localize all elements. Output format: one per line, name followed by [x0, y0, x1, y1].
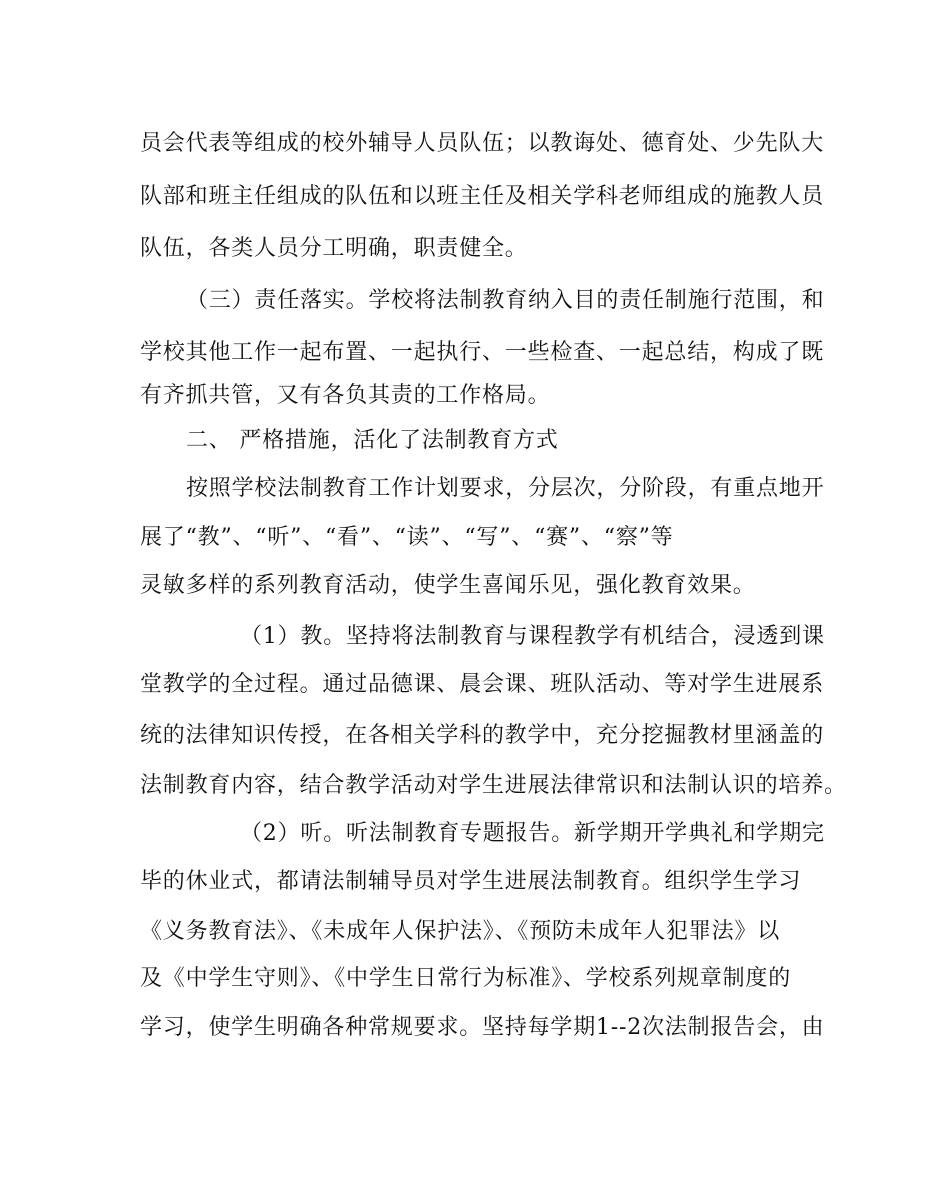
paragraph-line: 《义务教育法》、《未成年人保护法》、《预防未成年人犯罪法》以	[140, 919, 781, 944]
paragraph-line: 学习，使学生明确各种常规要求。坚持每学期1--2次法制报告会，由	[140, 1015, 825, 1040]
paragraph-line: 按照学校法制教育工作计划要求，分层次，分阶段，有重点地开	[186, 476, 825, 501]
paragraph-line: 法制教育内容，结合教学活动对学生进展法律常识和法制认识的培养。	[140, 773, 847, 798]
paragraph-line: 队伍，各类人员分工明确，职责健全。	[140, 236, 528, 261]
paragraph-line: 灵敏多样的系列教育活动，使学生喜闻乐见，强化教育效果。	[140, 573, 756, 598]
paragraph-line: 学校其他工作一起布置、一起执行、一些检查、一起总结，构成了既	[140, 340, 825, 365]
subsection-heading-line: （2）听。听法制教育专题报告。新学期开学典礼和学期完	[240, 821, 825, 846]
paragraph-line: 及《中学生守则》、《中学生日常行为标准》、学校系列规章制度的	[140, 966, 792, 991]
paragraph-line: 队部和班主任组成的队伍和以班主任及相关学科老师组成的施教人员	[140, 184, 825, 209]
paragraph-line: 统的法律知识传授，在各相关学科的教学中，充分挖掘教材里涵盖的	[140, 723, 825, 748]
paragraph-line: 毕的休业式，都请法制辅导员对学生进展法制教育。组织学生学习	[140, 869, 802, 894]
section-heading-line: （三）责任落实。学校将法制教育纳入目的责任制施行范围，和	[186, 288, 825, 313]
paragraph-line: 员会代表等组成的校外辅导人员队伍；以教诲处、德育处、少先队大	[140, 131, 825, 156]
paragraph-line: 堂教学的全过程。通过品德课、晨会课、班队活动、等对学生进展系	[140, 672, 825, 697]
paragraph-line: 有齐抓共管，又有各负其责的工作格局。	[140, 383, 551, 408]
paragraph-line: 展了“教”、“听”、“看”、“读”、“写”、“赛”、“察”等	[140, 525, 674, 550]
subsection-heading-line: （1）教。坚持将法制教育与课程教学有机结合，浸透到课	[240, 624, 825, 649]
section-heading: 二、 严格措施，活化了法制教育方式	[186, 428, 559, 453]
